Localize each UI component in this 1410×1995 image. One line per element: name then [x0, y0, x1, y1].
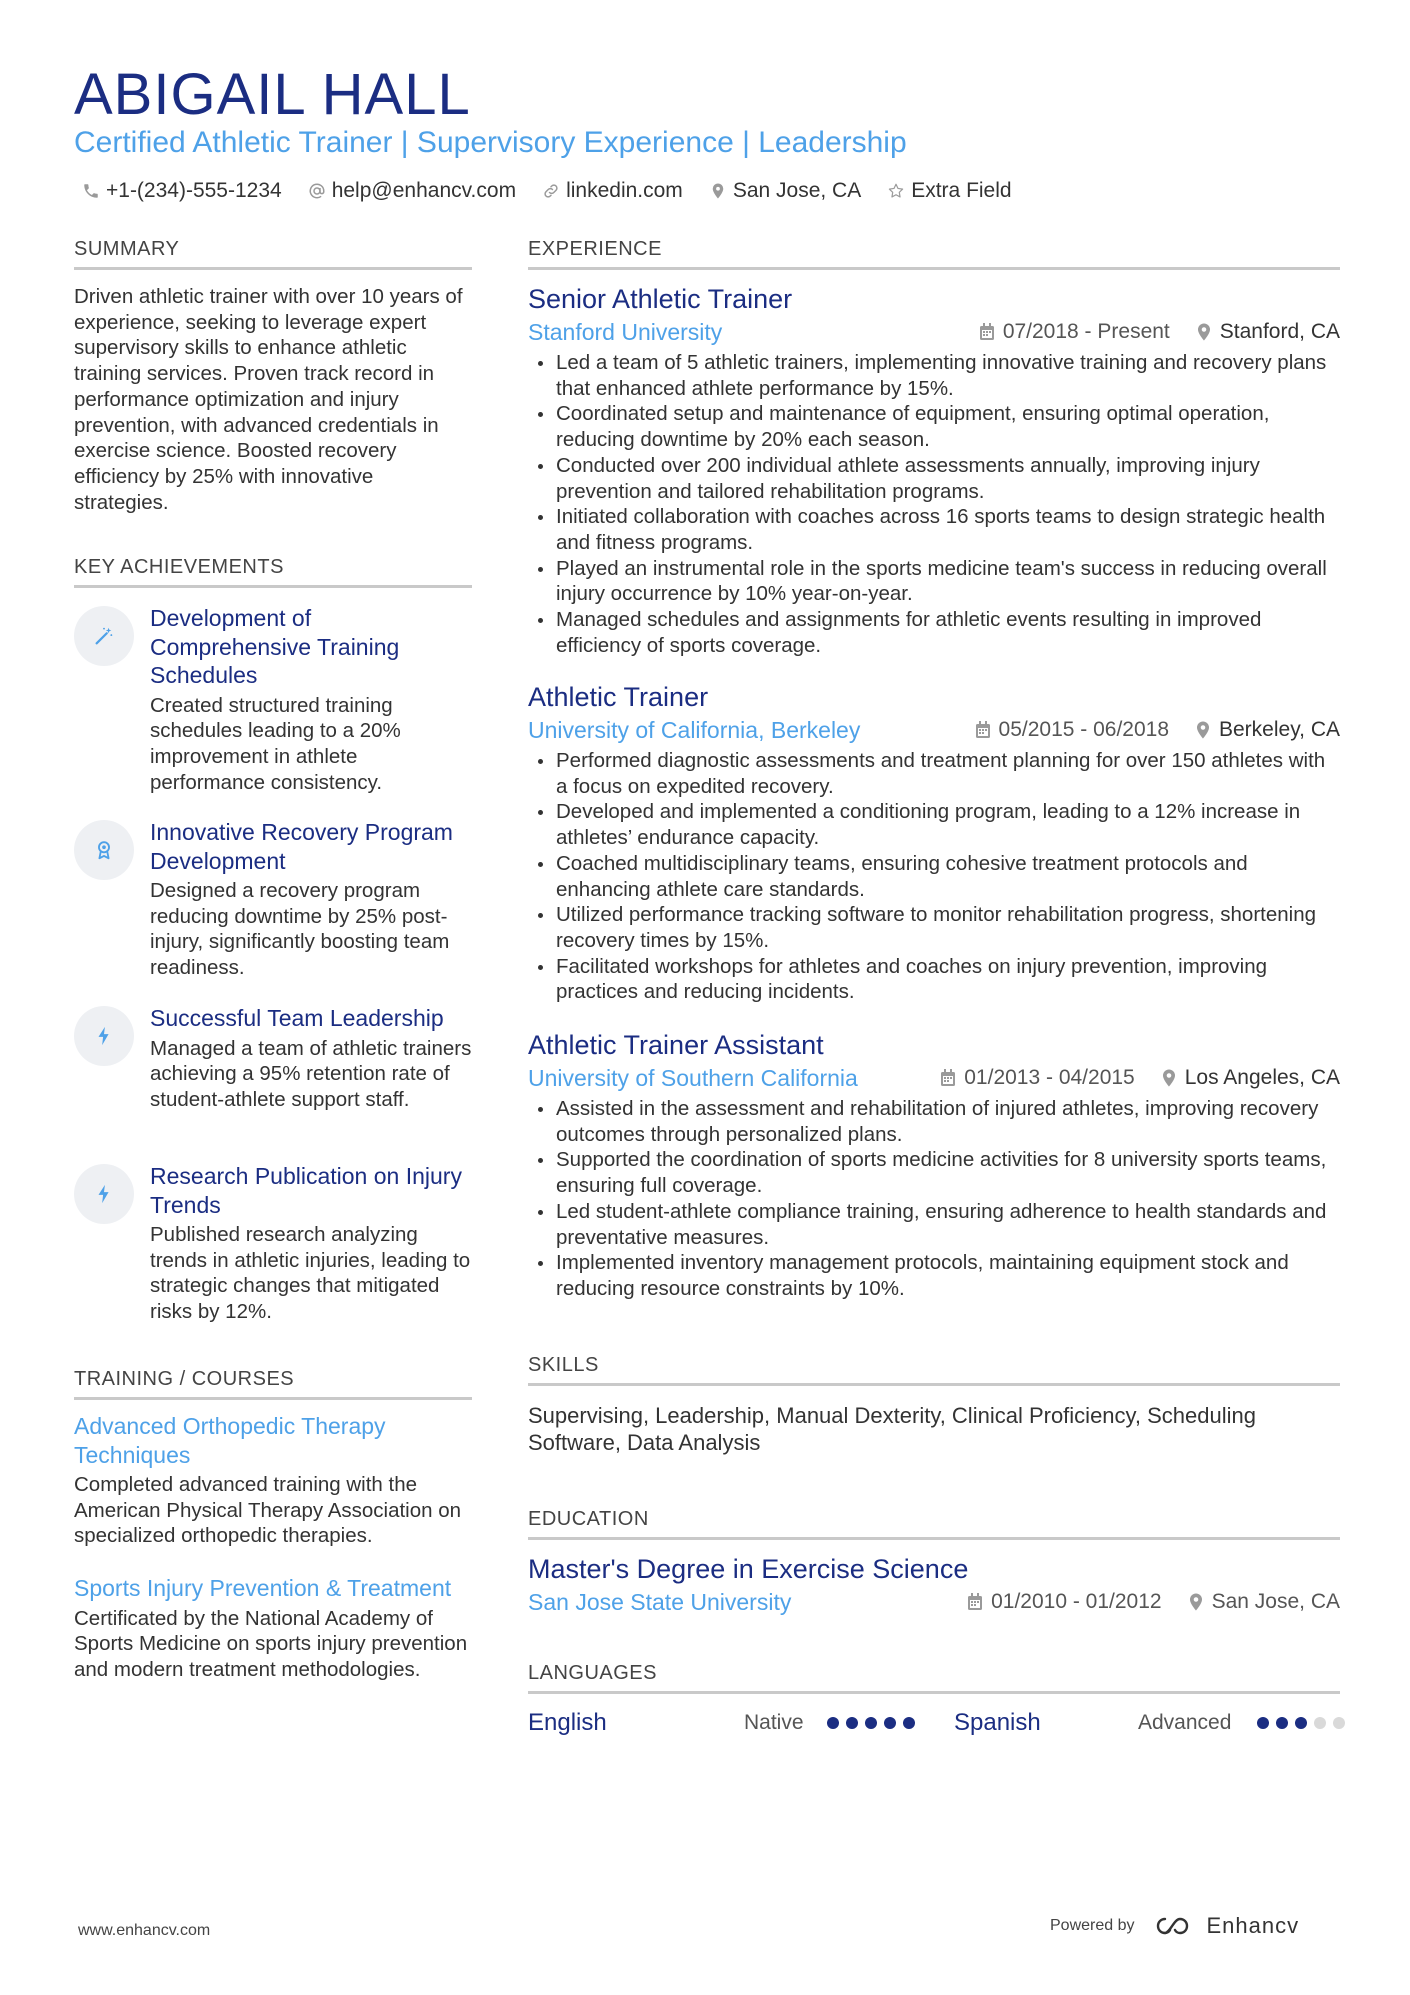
language-level: Native — [744, 1711, 804, 1734]
job-entry — [528, 680, 1340, 1005]
rating-dot-filled — [1276, 1717, 1288, 1729]
skills-section — [528, 1402, 1340, 1456]
job-bullet: Performed diagnostic assessments and treatment planning for over 150 athletes with a focus on expedited recovery. — [528, 748, 1340, 799]
lightning-bolt-icon — [74, 1006, 134, 1066]
job-location: Los Angeles, CA — [1184, 1066, 1340, 1089]
rating-dot-filled — [1295, 1717, 1307, 1729]
at-icon — [308, 182, 326, 200]
location-pin-icon — [709, 182, 727, 200]
language-name: English — [528, 1709, 607, 1736]
contact-bar — [82, 176, 1012, 206]
language-name: Spanish — [954, 1709, 1041, 1736]
course-title: Sports Injury Prevention & Treatment — [74, 1575, 452, 1601]
course-title: Advanced Orthopedic Therapy Techniques — [74, 1413, 386, 1468]
job-bullets — [528, 748, 1340, 1005]
rating-dot-filled — [846, 1717, 858, 1729]
job-bullet: Initiated collaboration with coaches across 16 sports teams to design strategic health and fitness programs. — [528, 504, 1340, 555]
footer-branding — [1050, 1913, 1299, 1939]
job-dates: 05/2015 - 06/2018 — [998, 718, 1169, 741]
language-level: Advanced — [1138, 1711, 1232, 1734]
course-description: Certificated by the National Academy of Sports Medicine on sports injury prevention and modern treatment methodologies. — [74, 1606, 468, 1681]
language-item — [528, 1706, 918, 1740]
company-name: University of Southern California — [528, 1064, 858, 1091]
contact-linkedin-text: linkedin.com — [566, 179, 683, 202]
job-bullet: Managed schedules and assignments for athletic events resulting in improved efficiency of sports coverage. — [528, 607, 1340, 658]
job-bullet: Utilized performance tracking software to monitor rehabilitation progress, shortening recovery times by 15%. — [528, 902, 1340, 953]
magic-wand-icon — [74, 606, 134, 666]
achievement-title: Research Publication on Injury Trends — [150, 1163, 462, 1218]
job-bullet: Played an instrumental role in the sports medicine team's success in reducing overall injury occurrence by 10% year-on-year. — [528, 556, 1340, 607]
training-item — [74, 1574, 472, 1683]
summary-section — [74, 284, 472, 515]
achievement-title: Successful Team Leadership — [150, 1005, 444, 1031]
achievement-item — [74, 604, 474, 795]
job-entry — [528, 1028, 1340, 1302]
degree-title: Master's Degree in Exercise Science — [528, 1554, 969, 1584]
job-dates: 07/2018 - Present — [1002, 320, 1170, 343]
job-title: Senior Athletic Trainer — [528, 284, 793, 314]
education-dates: 01/2010 - 01/2012 — [991, 1590, 1162, 1613]
summary-heading: SUMMARY — [74, 238, 472, 270]
job-title: Athletic Trainer Assistant — [528, 1030, 824, 1060]
job-bullet: Developed and implemented a conditioning program, leading to a 12% increase in athletes’ endurance capacity. — [528, 799, 1340, 850]
calendar-icon — [967, 1593, 983, 1611]
education-location: San Jose, CA — [1211, 1590, 1340, 1613]
job-bullet: Led student-athlete compliance training, ensuring adherence to health standards and preventative measures. — [528, 1199, 1340, 1250]
job-bullet: Conducted over 200 individual athlete assessments annually, improving injury prevention and tailored rehabilitation programs. — [528, 453, 1340, 504]
job-bullet: Supported the coordination of sports medicine activities for 8 university sports teams, ensuring full coverage. — [528, 1147, 1340, 1198]
languages-row — [528, 1706, 1340, 1740]
calendar-icon — [940, 1069, 956, 1087]
company-name: Stanford University — [528, 318, 723, 345]
contact-extra-text: Extra Field — [911, 179, 1012, 202]
achievement-title: Development of Comprehensive Training Schedules — [150, 605, 400, 688]
job-title: Athletic Trainer — [528, 682, 709, 712]
job-bullets — [528, 350, 1340, 658]
achievement-description: Managed a team of athletic trainers achieving a 95% retention rate of student-athlete support staff. — [150, 1036, 472, 1111]
summary-text: Driven athletic trainer with over 10 years of experience, seeking to leverage expert supervisory skills to enhance athletic training services. Proven track record in performance optimization and injury prevention, with advanced credentials in exercise science. Boosted recovery efficiency by 25% with innovative strategies. — [74, 285, 463, 514]
location-pin-icon — [1195, 721, 1211, 739]
rating-dot-empty — [1333, 1717, 1345, 1729]
achievement-item — [74, 1004, 474, 1113]
achievement-description: Created structured training schedules leading to a 20% improvement in athlete performance consistency. — [150, 693, 401, 794]
achievement-item — [74, 818, 474, 981]
course-description: Completed advanced training with the American Physical Therapy Association on specialized orthopedic therapies. — [74, 1473, 462, 1548]
candidate-name: ABIGAIL HALL — [74, 62, 471, 127]
star-icon — [887, 182, 905, 200]
contact-email-text: help@enhancv.com — [331, 179, 517, 202]
rating-dot-filled — [865, 1717, 877, 1729]
skills-text: Supervising, Leadership, Manual Dexterity, Clinical Proficiency, Scheduling Software, Data Analysis — [528, 1403, 1256, 1455]
contact-phone[interactable] — [82, 179, 282, 203]
language-rating — [827, 1717, 915, 1729]
company-name: University of California, Berkeley — [528, 716, 861, 743]
job-bullet: Implemented inventory management protocols, maintaining equipment stock and reducing resource constraints by 10%. — [528, 1250, 1340, 1301]
language-rating — [1257, 1717, 1345, 1729]
brand-name: Enhancv — [1206, 1913, 1300, 1938]
education-heading: EDUCATION — [528, 1508, 1340, 1540]
location-pin-icon — [1196, 323, 1212, 341]
infinity-logo-icon — [1153, 1914, 1199, 1938]
contact-extra — [887, 179, 1011, 203]
rating-dot-filled — [1257, 1717, 1269, 1729]
language-item — [954, 1706, 1340, 1740]
powered-by-label: Powered by — [1050, 1917, 1135, 1934]
job-bullet: Coordinated setup and maintenance of equipment, ensuring optimal operation, reducing downtime by 20% each season. — [528, 401, 1340, 452]
rating-dot-filled — [903, 1717, 915, 1729]
achievements-heading: KEY ACHIEVEMENTS — [74, 556, 472, 588]
location-pin-icon — [1188, 1593, 1204, 1611]
brand-logo[interactable] — [1153, 1913, 1300, 1939]
job-entry — [528, 282, 1340, 658]
rating-dot-filled — [884, 1717, 896, 1729]
experience-heading: EXPERIENCE — [528, 238, 1340, 270]
contact-phone-text: +1-(234)-555-1234 — [106, 179, 282, 202]
location-pin-icon — [1161, 1069, 1177, 1087]
job-dates: 01/2013 - 04/2015 — [964, 1066, 1135, 1089]
achievement-description: Published research analyzing trends in athletic injuries, leading to strategic changes that mitigated risks by 12%. — [150, 1223, 471, 1324]
job-bullet: Coached multidisciplinary teams, ensuring cohesive treatment protocols and enhancing athlete care standards. — [528, 851, 1340, 902]
school-name: San Jose State University — [528, 1588, 792, 1615]
job-bullet: Assisted in the assessment and rehabilitation of injured athletes, improving recovery outcomes through personalized plans. — [528, 1096, 1340, 1147]
job-bullets — [528, 1096, 1340, 1302]
skills-heading: SKILLS — [528, 1354, 1340, 1386]
job-bullet: Led a team of 5 athletic trainers, implementing innovative training and recovery plans that enhanced athlete performance by 15%. — [528, 350, 1340, 401]
languages-heading: LANGUAGES — [528, 1662, 1340, 1694]
achievement-title: Innovative Recovery Program Development — [150, 819, 453, 874]
job-bullet: Facilitated workshops for athletes and coaches on injury prevention, improving practices and reducing incidents. — [528, 954, 1340, 1005]
achievement-item — [74, 1162, 474, 1325]
contact-linkedin[interactable] — [542, 179, 683, 203]
education-entry — [528, 1552, 1340, 1618]
contact-location — [709, 179, 861, 203]
footer-website[interactable]: www.enhancv.com — [78, 1922, 211, 1939]
calendar-icon — [979, 323, 995, 341]
link-icon — [542, 182, 560, 200]
candidate-headline: Certified Athletic Trainer | Supervisory Experience | Leadership — [74, 126, 907, 159]
phone-icon — [82, 182, 100, 200]
award-ribbon-icon — [74, 820, 134, 880]
calendar-icon — [975, 721, 991, 739]
job-location: Berkeley, CA — [1219, 718, 1340, 741]
training-item — [74, 1412, 472, 1549]
lightning-bolt-icon — [74, 1164, 134, 1224]
contact-email[interactable] — [308, 179, 516, 203]
rating-dot-empty — [1314, 1717, 1326, 1729]
job-location: Stanford, CA — [1219, 320, 1340, 343]
achievement-description: Designed a recovery program reducing downtime by 25% post-injury, significantly boosting team readiness. — [150, 879, 450, 980]
contact-location-text: San Jose, CA — [732, 179, 862, 202]
training-heading: TRAINING / COURSES — [74, 1368, 472, 1400]
rating-dot-filled — [827, 1717, 839, 1729]
